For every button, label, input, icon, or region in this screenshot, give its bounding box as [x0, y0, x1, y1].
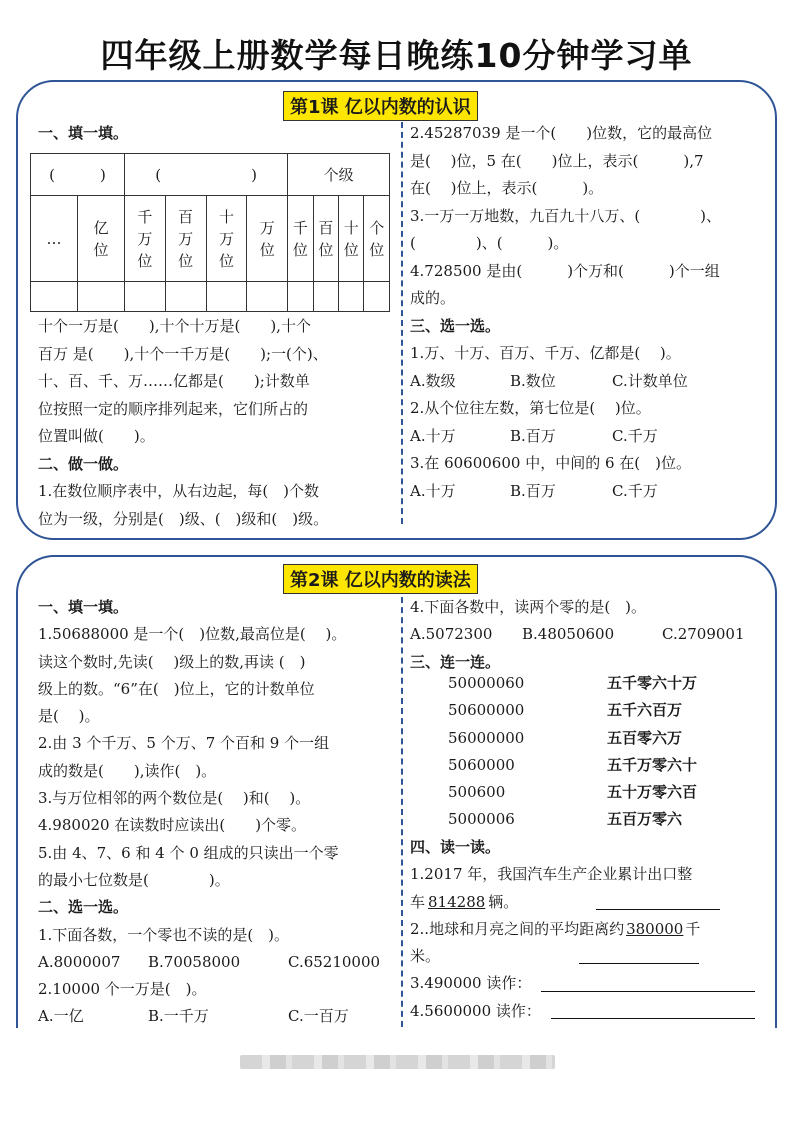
text-line: 2.由 3 个千万、5 个万、7 个百和 9 个一组 — [38, 734, 330, 753]
text-line: 成的数是( ),读作( )。 — [38, 761, 217, 780]
text-line: 十个一万是( ),十个十万是( ),十个 — [38, 317, 311, 335]
table-header-cell: 个级 — [288, 154, 390, 196]
connect-number: 50600000 — [448, 701, 525, 720]
text-line: 3.490000 读作： — [410, 974, 532, 993]
option-a: A.5072300 — [410, 625, 493, 644]
text-line — [410, 916, 700, 943]
table-blank-cell — [78, 282, 125, 312]
lesson1-heading-fill: 一、填一填。 — [38, 124, 129, 142]
lesson2-right-top — [410, 594, 745, 676]
table-blank-cell — [165, 282, 206, 312]
lesson2-read-section — [410, 834, 700, 1025]
text-line: 米。 — [410, 947, 441, 966]
text-fragment: 车 — [410, 892, 426, 911]
section-heading: 二、选一选。 — [38, 898, 129, 917]
text-line: 成的。 — [410, 289, 456, 307]
table-cell: 千 位 — [292, 218, 308, 259]
section-heading: 三、连一连。 — [410, 652, 501, 671]
connect-number: 50000060 — [448, 674, 525, 692]
table-blank-cell — [125, 282, 166, 312]
option-a: A.十万 — [410, 426, 456, 445]
connect-word: 五百零六万 — [607, 728, 683, 747]
place-value-table — [30, 153, 390, 312]
table-blank-cell — [339, 282, 364, 312]
table-cell: 千 万 位 — [137, 207, 153, 270]
text-line: 3.一万一万地数，九百九十八万、( )、 — [410, 206, 722, 225]
text-line: 是( )位，5 在( )位上，表示( ),7 — [410, 151, 704, 170]
option-a: A.数级 — [410, 371, 456, 390]
lesson1-right-text — [410, 120, 721, 505]
text-line: 4.5600000 读作： — [410, 1001, 541, 1020]
text-line: 在( )位上，表示( )。 — [410, 179, 604, 197]
text-line: 位按照一定的顺序排列起来，它们所占的 — [38, 399, 309, 418]
option-c: C.千万 — [612, 426, 658, 445]
text-fragment: 辆。 — [488, 892, 519, 911]
option-c: C.计数单位 — [612, 371, 688, 390]
lesson1-title: 第1课 亿以内数的认识 — [283, 91, 478, 121]
table-cell: 十 万 位 — [218, 207, 234, 270]
option-row — [410, 621, 745, 648]
table-blank-cell — [247, 282, 288, 312]
table-blank-cell — [313, 282, 338, 312]
text-line: 5.由 4、7、6 和 4 个 0 组成的只读出一个零 — [38, 843, 339, 862]
text-line: 1.2017 年，我国汽车生产企业累计出口整 — [410, 865, 693, 884]
connect-word: 五百万零六 — [607, 810, 683, 829]
text-line: 1.下面各数，一个零也不读的是( )。 — [38, 925, 290, 944]
option-row — [410, 368, 721, 396]
table-blank-cell — [364, 282, 390, 312]
page-title: 四年级上册数学每日晚练10分钟学习单 — [100, 36, 693, 75]
text-line: 3.在 60600600 中，中间的 6 在( )位。 — [410, 454, 691, 472]
table-blank-cell — [206, 282, 247, 312]
table-header-cell: ( ) — [125, 154, 288, 196]
connect-word: 五千六百万 — [607, 701, 683, 720]
text-line: 百万 是( ),十个一千万是( );一(个)、 — [38, 344, 328, 363]
text-line: 位为一级，分别是( )级、( )级和( )级。 — [38, 509, 329, 528]
lesson2-divider — [401, 597, 403, 1027]
table-header-cell: ( ) — [31, 154, 125, 196]
table-blank-cell — [288, 282, 313, 312]
underlined-number: 380000 — [626, 919, 684, 938]
table-cell: … — [46, 229, 62, 248]
text-line: 4.728500 是由( )个万和( )个一组 — [410, 261, 720, 280]
connect-word: 五千万零六十 — [607, 755, 698, 774]
text-line: 读这个数时,先读( )级上的数,再读 ( ) — [38, 652, 306, 671]
table-cell: 个 位 — [369, 218, 385, 259]
text-fragment: 千 — [685, 919, 701, 938]
option-b: B.一千万 — [148, 1007, 209, 1026]
section-heading: 三、选一选。 — [410, 316, 501, 335]
option-a: A.一亿 — [38, 1007, 84, 1026]
text-line: 位置叫做( )。 — [38, 427, 155, 445]
text-line: 1.万、十万、百万、千万、亿都是( )。 — [410, 344, 681, 362]
section-heading: 一、填一填。 — [38, 598, 129, 616]
option-c: C.一百万 — [288, 1007, 349, 1026]
section-heading: 二、做一做。 — [38, 454, 129, 473]
text-line: 2.从个位往左数，第七位是( )位。 — [410, 399, 651, 417]
option-row — [410, 478, 721, 506]
lesson2-title: 第2课 亿以内数的读法 — [283, 564, 478, 594]
option-b: B.百万 — [510, 426, 556, 445]
connect-word: 五十万零六百 — [607, 783, 698, 802]
option-c: C.千万 — [612, 481, 658, 500]
text-line: 的最小七位数是( )。 — [38, 870, 230, 889]
answer-line-read3[interactable] — [541, 991, 755, 992]
table-cell: 亿 位 — [93, 218, 109, 259]
connect-number: 5060000 — [448, 755, 515, 774]
text-line: 4.980020 在读数时应读出( )个零。 — [38, 816, 307, 835]
connect-number: 500600 — [448, 783, 506, 802]
connect-number: 56000000 — [448, 728, 525, 747]
connect-number: 5000006 — [448, 810, 515, 829]
option-row — [38, 1003, 380, 1030]
text-line: 2.45287039 是一个( )位数，它的最高位 — [410, 124, 713, 142]
text-line: ( )、( )。 — [410, 234, 569, 252]
lesson2-left-text — [38, 594, 380, 1031]
table-cell: 十 位 — [343, 218, 359, 259]
table-cell: 百 位 — [318, 218, 334, 259]
option-c: C.2709001 — [662, 625, 745, 644]
option-b: B.70058000 — [148, 952, 241, 971]
section-heading: 四、读一读。 — [410, 838, 501, 856]
text-line — [410, 889, 700, 916]
lesson1-left-text — [38, 313, 328, 533]
answer-line-read1[interactable] — [596, 909, 720, 910]
option-row — [38, 949, 380, 976]
text-line: 级上的数。“6”在( )位上，它的计数单位 — [38, 679, 315, 698]
text-line: 3.与万位相邻的两个数位是( )和( )。 — [38, 789, 311, 808]
text-line: 1.在数位顺序表中，从右边起，每( )个数 — [38, 482, 320, 500]
lesson1-divider — [401, 122, 403, 524]
connect-numbers — [448, 670, 524, 834]
connect-word: 五千零六十万 — [607, 674, 698, 692]
underlined-number: 814288 — [428, 892, 486, 911]
text-fragment: 2..地球和月亮之间的平均距离约 — [410, 919, 625, 938]
option-row — [410, 423, 721, 451]
option-a: A.8000007 — [38, 952, 121, 971]
option-b: B.数位 — [510, 371, 556, 390]
connect-words — [607, 670, 697, 834]
table-cell: 万 位 — [259, 218, 275, 259]
blurred-footer-watermark — [240, 1055, 555, 1069]
option-b: B.48050600 — [522, 625, 615, 644]
option-a: A.十万 — [410, 481, 456, 500]
table-cell: 百 万 位 — [178, 207, 194, 270]
text-line: 2.10000 个一万是( )。 — [38, 980, 207, 999]
table-blank-cell — [31, 282, 78, 312]
text-line: 1.50688000 是一个( )位数,最高位是( )。 — [38, 625, 347, 644]
answer-line-read2[interactable] — [579, 963, 699, 964]
text-line: 4.下面各数中，读两个零的是( )。 — [410, 598, 647, 616]
text-line: 十、百、千、万……亿都是( );计数单 — [38, 372, 310, 390]
option-c: C.65210000 — [288, 952, 381, 971]
option-b: B.百万 — [510, 481, 556, 500]
answer-line-read4[interactable] — [551, 1018, 755, 1019]
text-line: 是( )。 — [38, 707, 100, 726]
